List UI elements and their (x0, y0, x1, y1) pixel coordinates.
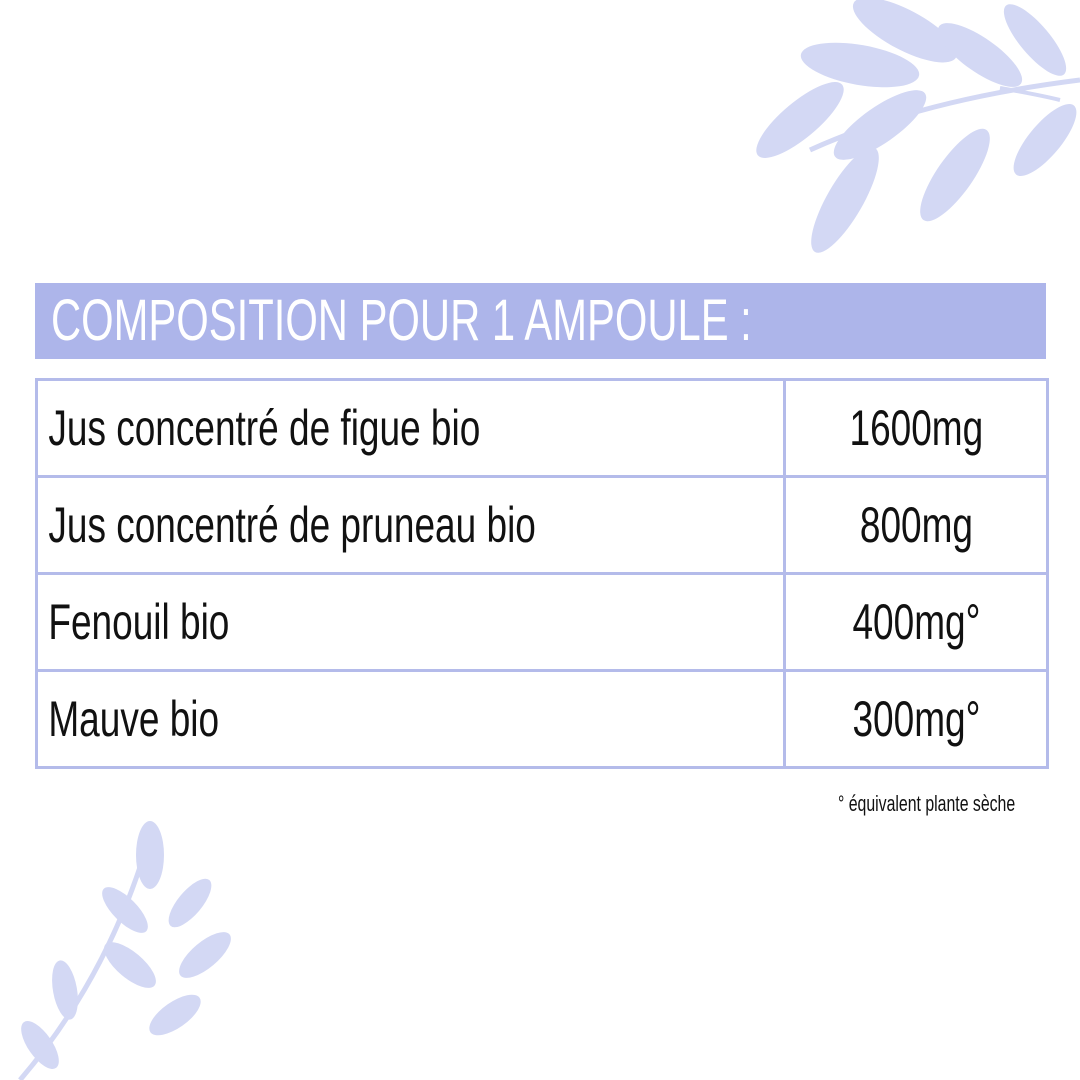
ingredient-amount: 1600mg (849, 400, 983, 456)
ingredient-name: Jus concentré de figue bio (48, 400, 481, 456)
ingredient-amount: 400mg° (852, 594, 980, 650)
ingredient-cell (37, 477, 785, 574)
leaf-sprig-icon (0, 815, 260, 1080)
title-band (35, 283, 1046, 359)
ingredient-cell (37, 574, 785, 671)
ingredient-name: Fenouil bio (48, 594, 230, 650)
ingredient-name: Mauve bio (48, 691, 220, 747)
ingredient-cell (37, 671, 785, 768)
ingredient-amount: 300mg° (852, 691, 980, 747)
table-row (37, 574, 1048, 671)
amount-cell (785, 380, 1048, 477)
table-row (37, 380, 1048, 477)
amount-cell (785, 671, 1048, 768)
table-row (37, 671, 1048, 768)
amount-cell (785, 574, 1048, 671)
page-title: COMPOSITION POUR 1 AMPOULE : (51, 288, 752, 353)
amount-cell (785, 477, 1048, 574)
ingredient-name: Jus concentré de pruneau bio (48, 497, 536, 553)
footnote: ° équivalent plante sèche (838, 791, 1016, 816)
composition-table (35, 378, 1049, 769)
ingredient-cell (37, 380, 785, 477)
table-row (37, 477, 1048, 574)
leaf-branch-icon (740, 0, 1080, 260)
ingredient-amount: 800mg (859, 497, 973, 553)
